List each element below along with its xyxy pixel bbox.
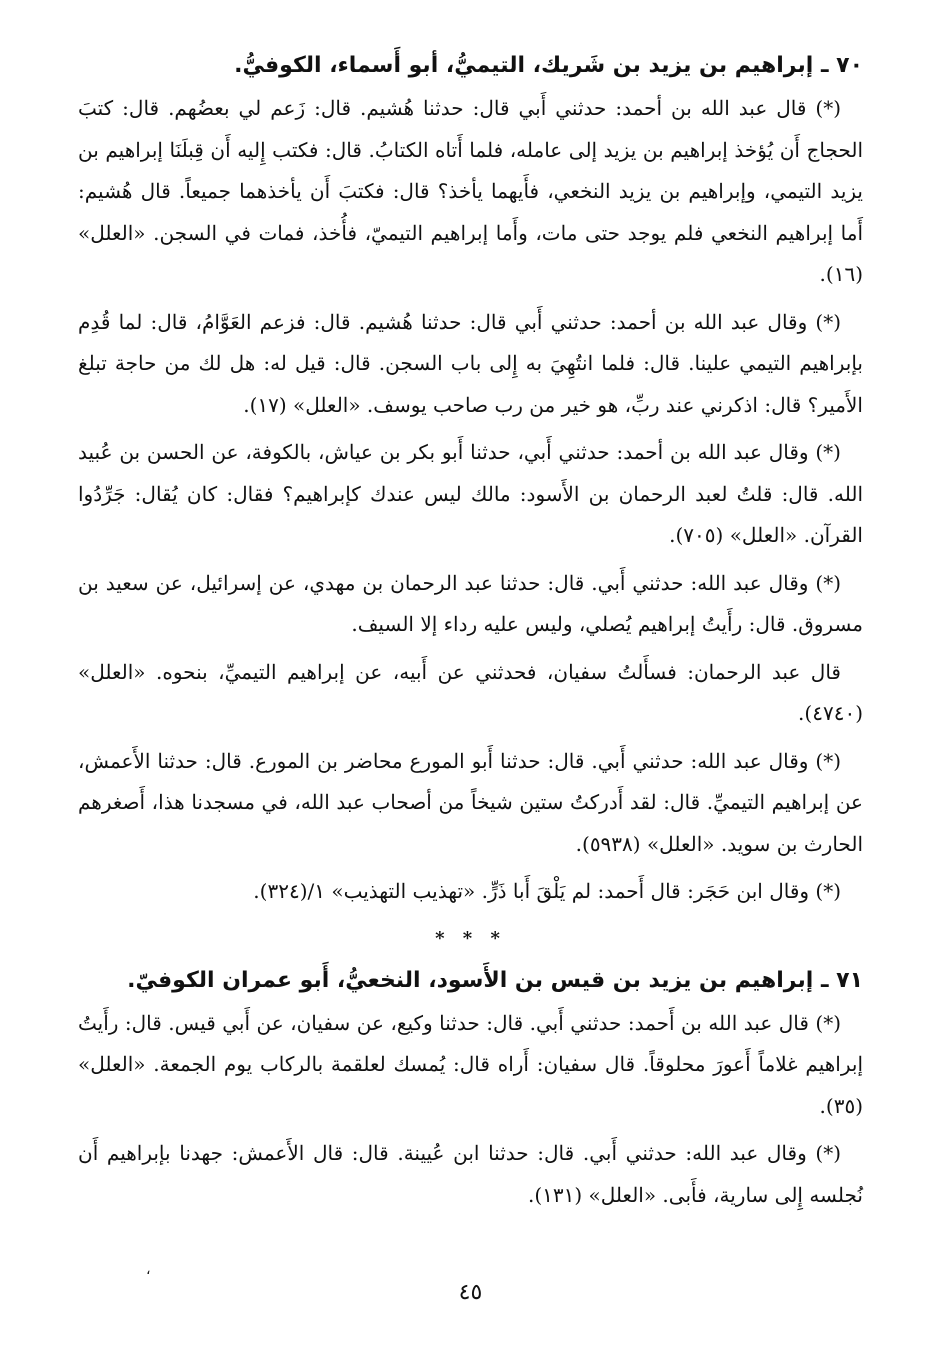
entry-heading-70: ٧٠ ـ إبراهيم بن يزيد بن شَريك، التيميُّ، أبو أَسماء، الكوفيُّ. — [234, 53, 863, 78]
entry-70-paragraph-4: (*) وقال عبد الله: حدثني أَبي. قال: حدثنا عبد الرحمان بن مهدي، عن إسرائيل، عن سعيد بن مسروق. قال: رأَيتُ إبراهيم يُصلي، وليس عليه رداء إلا السيف. — [78, 570, 863, 636]
entry-70-paragraph-2: (*) وقال عبد الله بن أحمد: حدثني أَبي قال: حدثنا هُشيم. قال: فزعم العَوَّامُ، قال: لما قُدِم بإبراهيم التيمي علينا. قال: فلما انتُهِيَ به إِلى باب السجن. قال: قيل له: هل لك من حاجة تبلغ الأَمير؟ قال: اذكرني عند ربِّ، هو خير من رب صاحب يوسف. «العلل» (١٧). — [78, 309, 863, 417]
entry-70-paragraph-7: (*) وقال ابن حَجَر: قال أَحمد: لم يَلْقَ أَبا ذَرٍّ. «تهذيب التهذيب» ١/(٣٢٤). — [253, 879, 841, 903]
entry-70-paragraph-1: (*) قال عبد الله بن أحمد: حدثني أَبي قال: حدثنا هُشيم. قال: زَعم لي بعضُهم. قال: كتبَ الحجاج أَن يُؤخذ إبراهيم بن يزيد إلى عامله، فلما أَتاه الكتابُ. قال: فكتب إِليه أَن قِبلَنَا إبراهيم بن يزيد التيمي، وإبراهيم بن يزيد النخعي، فأَيهما يأخذ؟ قال: فكتبَ أَن يأخذهما جميعاً. قال هُشيم: أَما إبراهيم النخعي فلم يوجد حتى مات، وأَما إبراهيم التيميّ، فأُخذ، فمات في السجن. «العلل» (١٦). — [78, 96, 863, 286]
page-number: ٤٥ — [458, 1280, 483, 1305]
section-separator: * * * — [435, 927, 506, 949]
stray-mark: ، — [146, 1262, 151, 1278]
entry-70-paragraph-5: قال عبد الرحمان: فسأَلتُ سفيان، فحدثني عن أَبيه، عن إبراهيم التيميِّ، بنحوه. «العلل» (٤٧٤٠). — [78, 659, 863, 725]
entry-71-paragraph-1: (*) قال عبد الله بن أَحمد: حدثني أَبي. قال: حدثنا وكيع، عن سفيان، عن أَبي قيس. قال: رأَيتُ إبراهيم غلاماً أَعورَ محلوقاً. قال سفيان: أَراه قال: يُمسك لعلقمة بالركاب يوم الجمعة. «العلل» (٣٥). — [78, 1010, 863, 1118]
entry-70-paragraph-3: (*) وقال عبد الله بن أحمد: حدثني أَبي، حدثنا أَبو بكر بن عياش، بالكوفة، عن الحسن بن عُبيد الله. قال: قلتُ لعبد الرحمان بن الأَسود: مالك ليس عندك كإبراهيم؟ فقال: كان يُقال: جَرِّدُوا القرآن. «العلل» (٧٠٥). — [78, 440, 863, 547]
entry-70-paragraph-6: (*) وقال عبد الله: حدثني أَبي. قال: حدثنا أَبو المورع محاضر بن المورع. قال: حدثنا الأَعمش، عن إبراهيم التيميِّ. قال: لقد أَدركتُ ستين شيخاً من أصحاب عبد الله، في مسجدنا هذا، أَصغرهم الحارث بن سويد. «العلل» (٥٩٣٨). — [78, 748, 863, 856]
entry-heading-71: ٧١ ـ إبراهيم بن يزيد بن قيس بن الأَسود، النخعيُّ، أَبو عمران الكوفيّ. — [127, 967, 863, 993]
entry-71-paragraph-2: (*) وقال عبد الله: حدثني أَبي. قال: حدثنا ابن عُيينة. قال: قال الأَعمش: جهدنا بإبراهيم أَن نُجلسه إِلى سارية، فأَبى. «العلل» (١٣١). — [78, 1141, 863, 1207]
